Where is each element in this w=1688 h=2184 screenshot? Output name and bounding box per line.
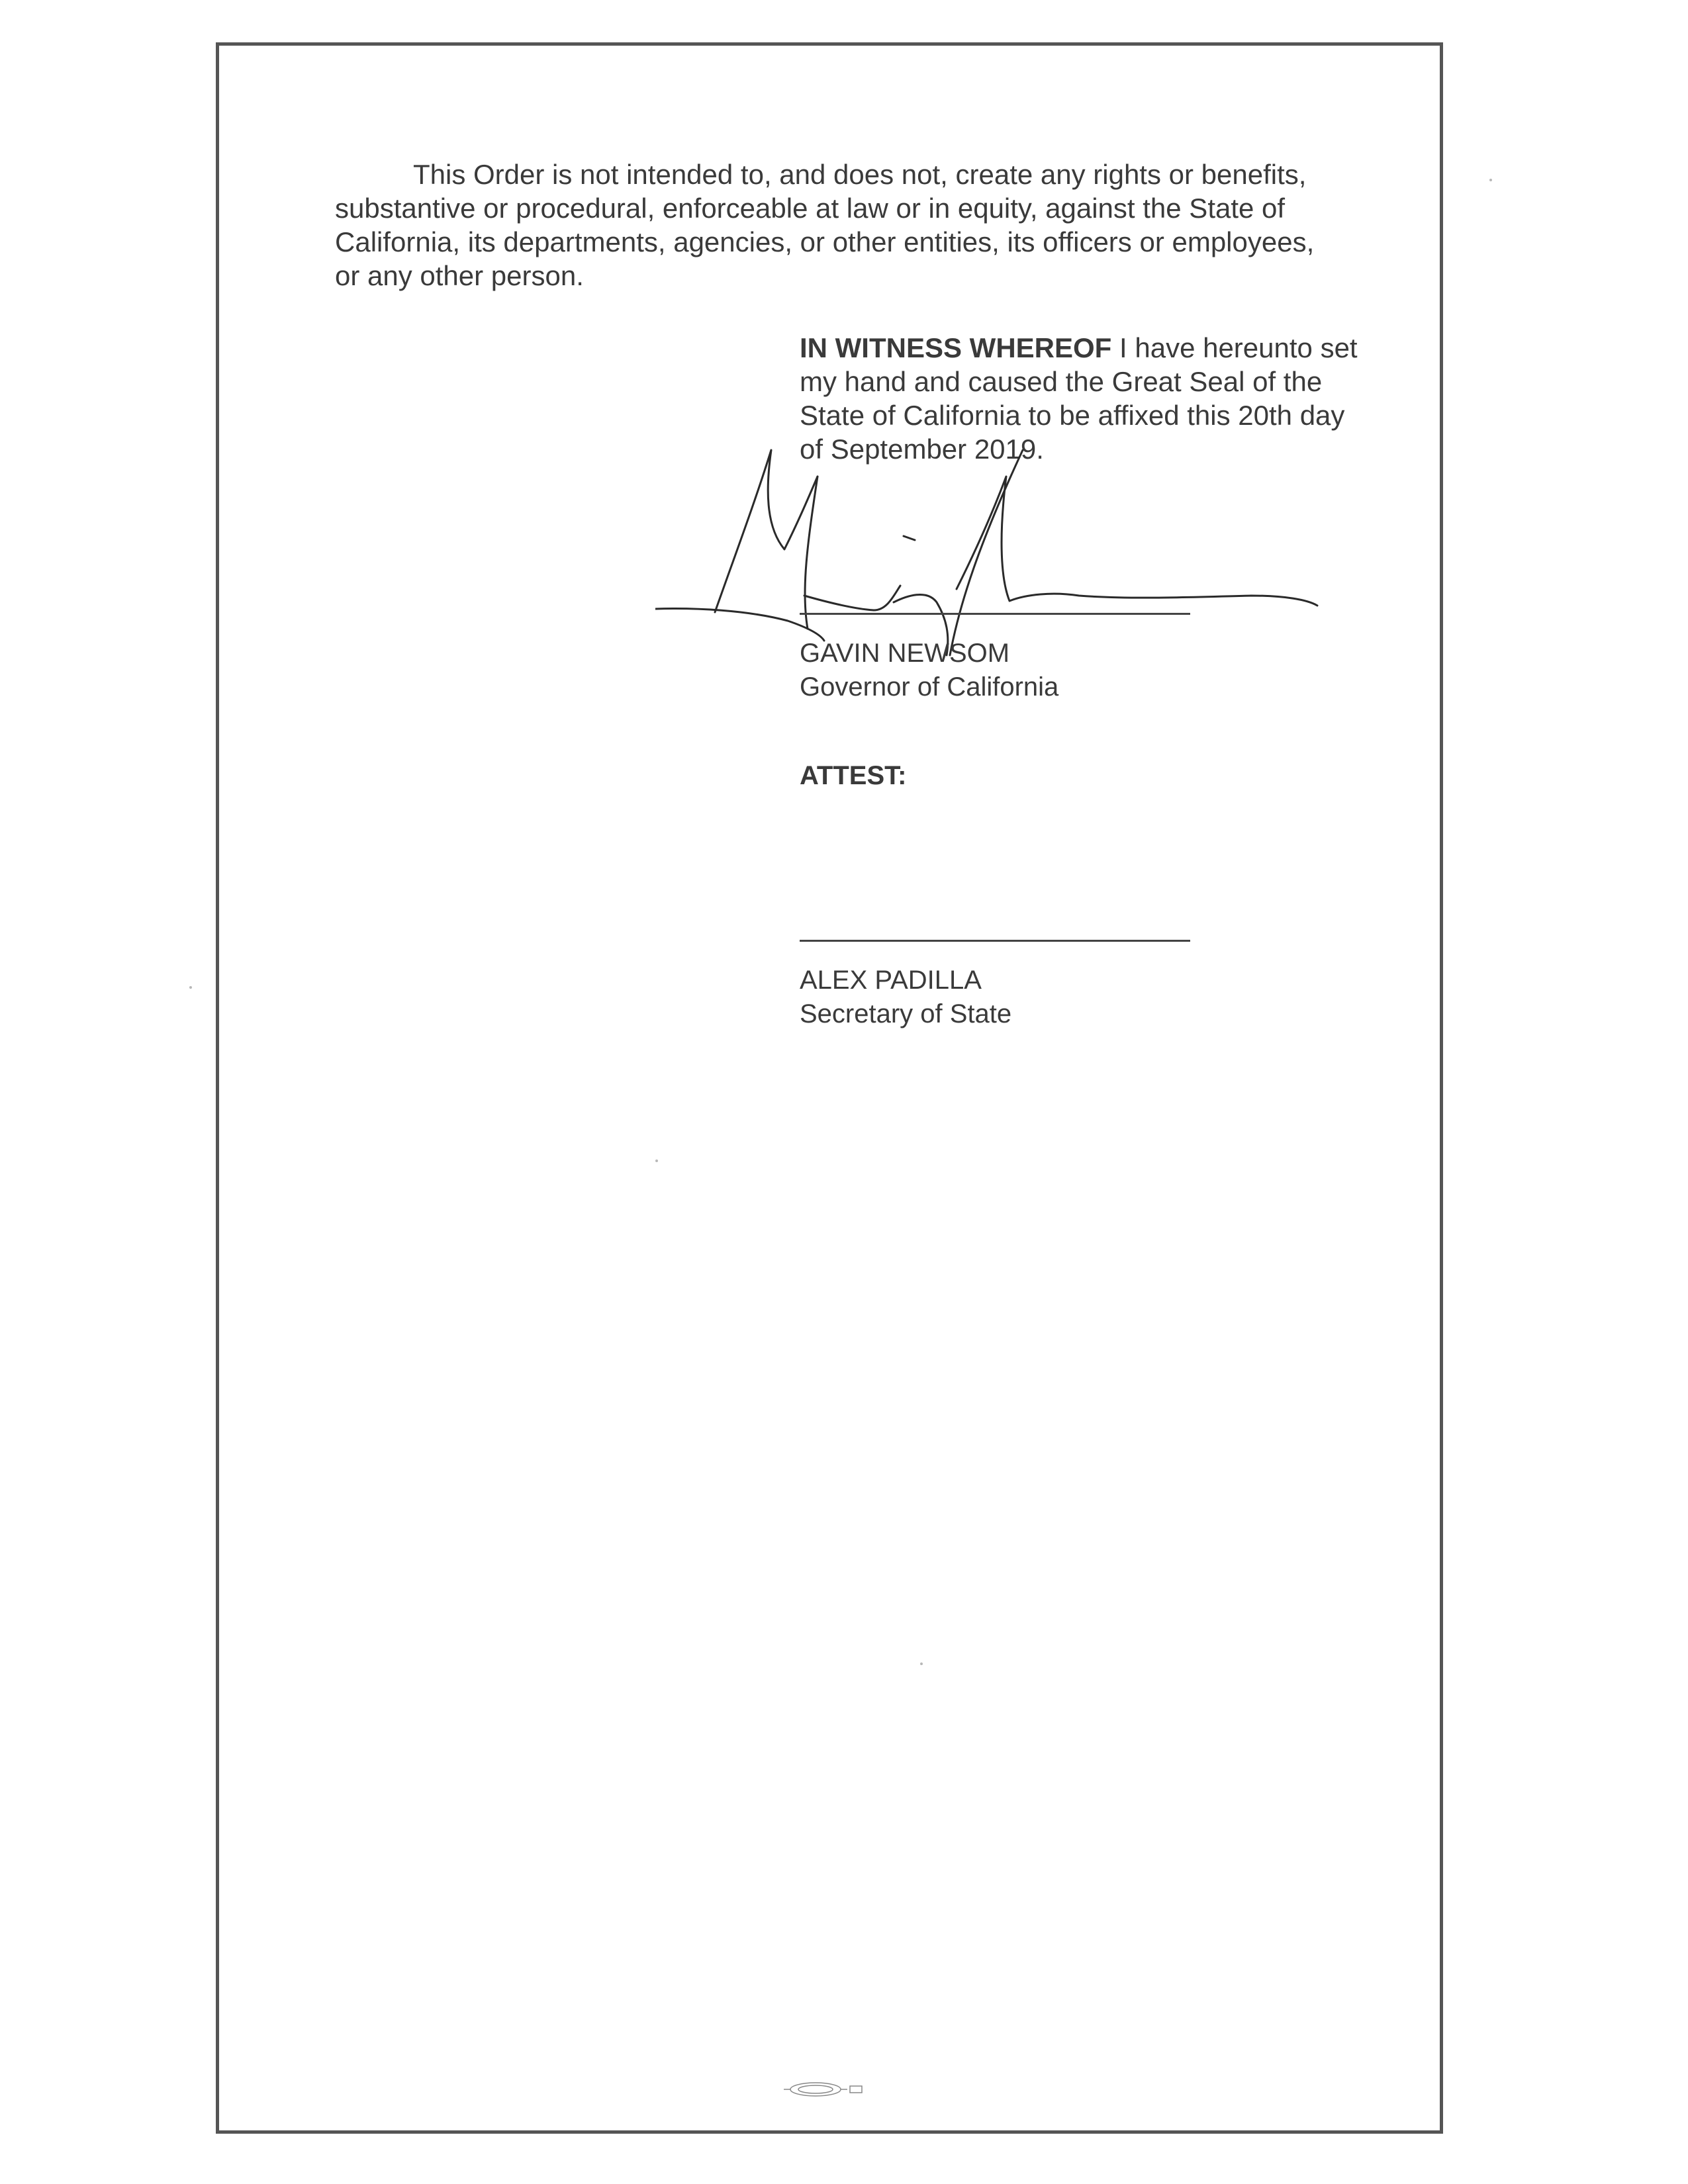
governor-signature-icon [655, 437, 1324, 668]
union-label-icon [781, 2078, 867, 2101]
governor-name: GAVIN NEWSOM [800, 639, 1010, 668]
scan-speck [655, 1160, 658, 1162]
scan-speck [189, 986, 192, 989]
governor-signature-line [800, 613, 1190, 615]
scan-speck [920, 1662, 923, 1665]
governor-title: Governor of California [800, 672, 1059, 702]
attest-label: ATTEST: [800, 761, 907, 790]
witness-lead: IN WITNESS WHEREOF [800, 332, 1112, 363]
disclaimer-text: This Order is not intended to, and does not, create any rights or benefits, substantive or procedural, enforceable at law or in equity, against the State of California, its departments, agencies, or other entities, its officers or employees, or any other person. [335, 159, 1315, 291]
secretary-block [800, 964, 1011, 1031]
order-disclaimer-paragraph [335, 158, 1328, 293]
secretary-signature-line [800, 940, 1190, 942]
scan-speck [1489, 179, 1492, 181]
witness-text: I have hereunto set my hand and caused the Great Seal of the State of California to be affixed this 20th day of September 2019. [800, 332, 1358, 465]
governor-block [800, 637, 1058, 704]
secretary-title: Secretary of State [800, 999, 1012, 1028]
secretary-name: ALEX PADILLA [800, 966, 982, 995]
